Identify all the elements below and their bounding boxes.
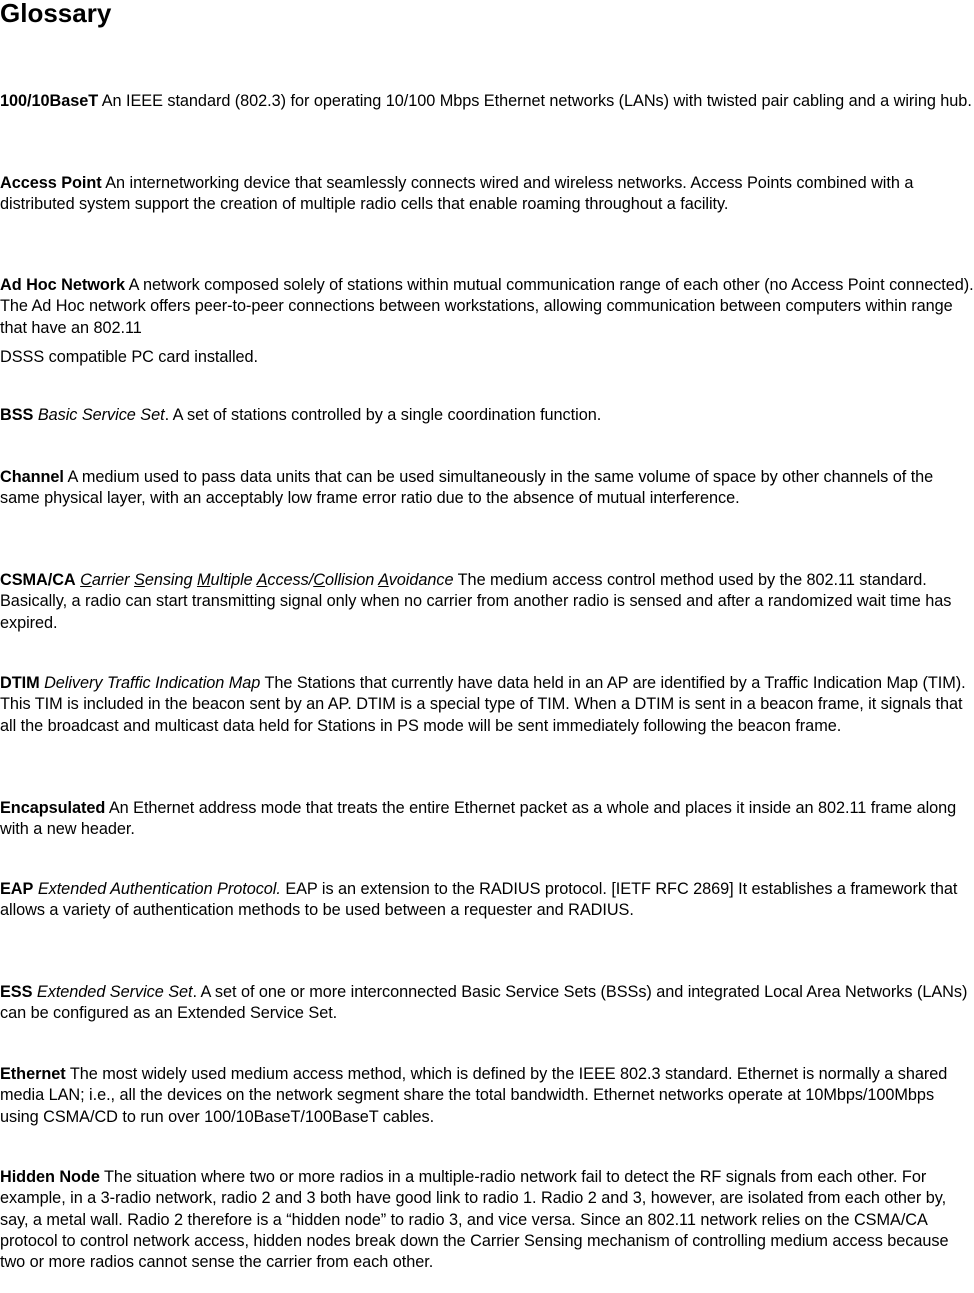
- glossary-term: 100/10BaseT: [0, 92, 99, 110]
- glossary-expansion: Extended Authentication Protocol.: [37, 880, 281, 898]
- glossary-definition-continuation: DSSS compatible PC card installed.: [0, 348, 259, 366]
- glossary-entry-ad-hoc-network: [0, 275, 974, 339]
- glossary-entry-ad-hoc-continuation: [0, 347, 974, 368]
- glossary-term: Ethernet: [0, 1065, 66, 1083]
- glossary-entry-100-10baset: [0, 91, 974, 112]
- glossary-definition: . A set of one or more interconnected Basic Service Sets (BSSs) and integrated Local Area Networks (LANs) can be configured as an Extended Service Set.: [0, 983, 968, 1023]
- glossary-term: Access Point: [0, 174, 102, 192]
- glossary-entry-access-point: [0, 173, 974, 216]
- glossary-term: DTIM: [0, 674, 40, 692]
- glossary-term: Channel: [0, 468, 64, 486]
- glossary-definition: EAP is an extension to the RADIUS protocol. [IETF RFC 2869] It establishes a framework that allows a variety of authentication methods to be used between a requester and RADIUS.: [0, 880, 958, 920]
- glossary-expansion: Carrier Sensing Multiple Access/Collision Avoidance: [80, 571, 454, 589]
- glossary-entry-ethernet: [0, 1064, 974, 1128]
- glossary-definition: A network composed solely of stations within mutual communication range of each other (no Access Point connected). The Ad Hoc network offers peer-to-peer connections between workstations, allowing communication between computers within range that have an 802.11: [0, 276, 974, 337]
- glossary-term: Encapsulated: [0, 799, 106, 817]
- glossary-definition: The Stations that currently have data held in an AP are identified by a Traffic Indication Map (TIM). This TIM is included in the beacon sent by an AP. DTIM is a special type of TIM. When a DTIM is sent in a beacon frame, it signals that all the broadcast and multicast data held for Stations in PS mode will be sent immediately following the beacon frame.: [0, 674, 966, 735]
- glossary-definition: A medium used to pass data units that can be used simultaneously in the same volume of space by other channels of the same physical layer, with an acceptably low frame error ratio due to the absence of mutual interference.: [0, 468, 934, 508]
- glossary-definition: An internetworking device that seamlessly connects wired and wireless networks. Access Points combined with a distributed system support the creation of multiple radio cells that enable roaming throughout a facility.: [0, 174, 914, 214]
- glossary-definition: The most widely used medium access method, which is defined by the IEEE 802.3 standard. Ethernet is normally a shared media LAN; i.e., all the devices on the network segment share the total bandwidth. Ethernet networks operate at 10Mbps/100Mbps using CSMA/CD to run over 100/10BaseT/100BaseT cables.: [0, 1065, 948, 1126]
- glossary-entry-ess: [0, 982, 974, 1025]
- glossary-term: BSS: [0, 406, 34, 424]
- glossary-definition: The medium access control method used by the 802.11 standard. Basically, a radio can start transmitting signal only when no carrier from another radio is sensed and after a randomized wait time has expired.: [0, 571, 952, 632]
- glossary-entry-dtim: [0, 673, 974, 737]
- glossary-term: CSMA/CA: [0, 571, 76, 589]
- glossary-definition: The situation where two or more radios in a multiple-radio network fail to detect the RF signals from each other. For example, in a 3-radio network, radio 2 and 3 both have good link to radio 1. Radio 2 and 3, however, are isolated from each other by, say, a metal wall. Radio 2 therefore is a “hidden node” to radio 3, and vice versa. Since an 802.11 network relies on the CSMA/CA protocol to control network access, hidden nodes break down the Carrier Sensing mechanism of controlling medium access because two or more radios cannot sense the carrier from each other.: [0, 1168, 949, 1272]
- glossary-entry-eap: [0, 879, 974, 922]
- glossary-expansion: Basic Service Set: [37, 406, 165, 424]
- glossary-entry-csma-ca: [0, 570, 974, 634]
- glossary-entry-hidden-node: [0, 1167, 974, 1273]
- glossary-term: Hidden Node: [0, 1168, 100, 1186]
- glossary-entry-encapsulated: [0, 798, 974, 841]
- glossary-expansion: Extended Service Set: [36, 983, 193, 1001]
- glossary-definition: An IEEE standard (802.3) for operating 10/100 Mbps Ethernet networks (LANs) with twisted pair cabling and a wiring hub.: [98, 92, 972, 110]
- glossary-definition: . A set of stations controlled by a single coordination function.: [164, 406, 602, 424]
- glossary-term: ESS: [0, 983, 33, 1001]
- glossary-expansion: Delivery Traffic Indication Map: [44, 674, 261, 692]
- glossary-entry-bss: [0, 405, 974, 426]
- glossary-term: Ad Hoc Network: [0, 276, 126, 294]
- glossary-definition: An Ethernet address mode that treats the entire Ethernet packet as a whole and places it inside an 802.11 frame along with a new header.: [0, 799, 957, 839]
- glossary-entry-channel: [0, 467, 974, 510]
- page-title: Glossary: [0, 0, 112, 28]
- glossary-term: EAP: [0, 880, 34, 898]
